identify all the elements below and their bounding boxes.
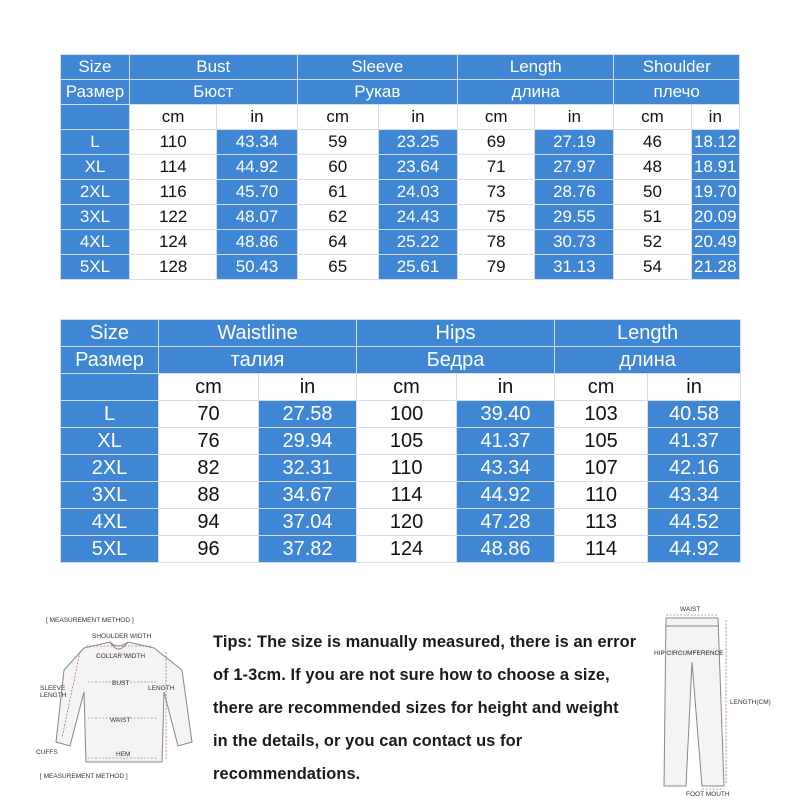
value-cell: 25.22 — [378, 230, 457, 255]
value-cell: 41.37 — [457, 428, 555, 455]
value-cell: 34.67 — [259, 482, 357, 509]
label-sleeve: SLEEVE — [40, 685, 66, 692]
value-cell: 44.92 — [648, 536, 741, 563]
unit-header: cm — [129, 105, 216, 130]
group-header: Length — [555, 320, 741, 347]
table-row — [61, 455, 741, 482]
value-cell: 124 — [129, 230, 216, 255]
value-cell: 79 — [458, 255, 535, 280]
table-row — [61, 230, 740, 255]
size-cell: L — [61, 130, 130, 155]
shirt-measurement-diagram — [26, 612, 202, 784]
value-cell: 48 — [614, 155, 691, 180]
value-cell: 69 — [458, 130, 535, 155]
group-header: Sleeve — [297, 55, 457, 80]
unit-header: cm — [357, 374, 457, 401]
size-cell: 3XL — [61, 205, 130, 230]
value-cell: 128 — [129, 255, 216, 280]
value-cell: 47.28 — [457, 509, 555, 536]
group-header-ru: Рукав — [297, 80, 457, 105]
value-cell: 20.49 — [691, 230, 739, 255]
value-cell: 23.64 — [378, 155, 457, 180]
size-cell: XL — [61, 428, 159, 455]
value-cell: 41.37 — [648, 428, 741, 455]
label-length: LENGTH — [148, 685, 175, 692]
size-header: Size — [61, 55, 130, 80]
value-cell: 27.97 — [535, 155, 614, 180]
value-cell: 18.12 — [691, 130, 739, 155]
table-row — [61, 180, 740, 205]
group-header: Length — [458, 55, 614, 80]
group-header-ru: Бедра — [357, 347, 555, 374]
pants-outline-icon — [664, 618, 724, 786]
value-cell: 113 — [555, 509, 648, 536]
value-cell: 70 — [159, 401, 259, 428]
value-cell: 39.40 — [457, 401, 555, 428]
label-pants-waist: WAIST — [680, 606, 701, 613]
value-cell: 64 — [297, 230, 378, 255]
group-header-ru: длина — [555, 347, 741, 374]
unit-header: cm — [555, 374, 648, 401]
header-row — [61, 55, 740, 80]
value-cell: 120 — [357, 509, 457, 536]
size-cell: XL — [61, 155, 130, 180]
value-cell: 46 — [614, 130, 691, 155]
value-cell: 105 — [555, 428, 648, 455]
label-hip-circumference: HIP CIRCUMFERENCE — [654, 650, 724, 657]
label-foot-mouth: FOOT MOUTH — [686, 791, 730, 796]
label-collar-width: COLLAR WIDTH — [96, 653, 146, 660]
table-row — [61, 509, 741, 536]
shirt-diagram-title-top: [ MEASUREMENT METHOD ] — [46, 617, 134, 624]
value-cell: 43.34 — [648, 482, 741, 509]
units-row — [61, 105, 740, 130]
value-cell: 107 — [555, 455, 648, 482]
size-table-tops — [60, 54, 740, 280]
table-row — [61, 482, 741, 509]
value-cell: 103 — [555, 401, 648, 428]
value-cell: 62 — [297, 205, 378, 230]
value-cell: 37.82 — [259, 536, 357, 563]
unit-header: in — [217, 105, 297, 130]
units-blank — [61, 105, 130, 130]
value-cell: 28.76 — [535, 180, 614, 205]
label-waist: WAIST — [110, 717, 131, 724]
units-row — [61, 374, 741, 401]
value-cell: 23.25 — [378, 130, 457, 155]
shirt-diagram-title-bottom: [ MEASUREMENT METHOD ] — [40, 773, 128, 780]
size-header: Size — [61, 320, 159, 347]
unit-header: in — [535, 105, 614, 130]
size-header-ru: Размер — [61, 347, 159, 374]
group-header-ru: Бюст — [129, 80, 297, 105]
value-cell: 20.09 — [691, 205, 739, 230]
value-cell: 110 — [129, 130, 216, 155]
value-cell: 27.58 — [259, 401, 357, 428]
value-cell: 37.04 — [259, 509, 357, 536]
value-cell: 124 — [357, 536, 457, 563]
size-cell: 4XL — [61, 230, 130, 255]
group-header: Hips — [357, 320, 555, 347]
value-cell: 100 — [357, 401, 457, 428]
value-cell: 48.86 — [457, 536, 555, 563]
value-cell: 19.70 — [691, 180, 739, 205]
unit-header: in — [259, 374, 357, 401]
value-cell: 75 — [458, 205, 535, 230]
value-cell: 24.03 — [378, 180, 457, 205]
header-row — [61, 320, 741, 347]
value-cell: 96 — [159, 536, 259, 563]
value-cell: 32.31 — [259, 455, 357, 482]
value-cell: 116 — [129, 180, 216, 205]
value-cell: 65 — [297, 255, 378, 280]
size-cell: 4XL — [61, 509, 159, 536]
value-cell: 82 — [159, 455, 259, 482]
value-cell: 29.55 — [535, 205, 614, 230]
value-cell: 50 — [614, 180, 691, 205]
value-cell: 27.19 — [535, 130, 614, 155]
table-row — [61, 428, 741, 455]
value-cell: 31.13 — [535, 255, 614, 280]
unit-header: in — [378, 105, 457, 130]
group-header-ru: плечо — [614, 80, 740, 105]
size-header-ru: Размер — [61, 80, 130, 105]
value-cell: 73 — [458, 180, 535, 205]
unit-header: in — [648, 374, 741, 401]
value-cell: 25.61 — [378, 255, 457, 280]
table-row — [61, 155, 740, 180]
value-cell: 45.70 — [217, 180, 297, 205]
value-cell: 52 — [614, 230, 691, 255]
value-cell: 71 — [458, 155, 535, 180]
value-cell: 76 — [159, 428, 259, 455]
label-cuffs: CUFFS — [36, 749, 58, 756]
value-cell: 59 — [297, 130, 378, 155]
size-cell: 2XL — [61, 455, 159, 482]
value-cell: 44.92 — [457, 482, 555, 509]
tips-text: Tips: The size is manually measured, there is an error of 1-3cm. If you are not sure how to choose a size, there are recommended sizes for height and weight in the details, or you can contact us for recommendations. — [213, 633, 637, 783]
shirt-outline-icon — [56, 642, 192, 762]
label-sleeve-length: LENGTH — [40, 692, 67, 699]
value-cell: 43.34 — [457, 455, 555, 482]
size-table-bottoms — [60, 319, 741, 563]
value-cell: 18.91 — [691, 155, 739, 180]
pants-measurement-diagram — [644, 600, 786, 796]
value-cell: 51 — [614, 205, 691, 230]
label-bust: BUST — [112, 680, 130, 687]
value-cell: 105 — [357, 428, 457, 455]
size-cell: 5XL — [61, 536, 159, 563]
value-cell: 24.43 — [378, 205, 457, 230]
value-cell: 110 — [555, 482, 648, 509]
value-cell: 50.43 — [217, 255, 297, 280]
units-blank — [61, 374, 159, 401]
table-row — [61, 255, 740, 280]
size-cell: 5XL — [61, 255, 130, 280]
value-cell: 29.94 — [259, 428, 357, 455]
size-cell: 3XL — [61, 482, 159, 509]
unit-header: in — [457, 374, 555, 401]
value-cell: 94 — [159, 509, 259, 536]
value-cell: 110 — [357, 455, 457, 482]
label-shoulder-width: SHOULDER WIDTH — [92, 633, 152, 640]
size-cell: L — [61, 401, 159, 428]
table-row — [61, 130, 740, 155]
value-cell: 88 — [159, 482, 259, 509]
value-cell: 78 — [458, 230, 535, 255]
group-header: Waistline — [159, 320, 357, 347]
header-row-ru — [61, 80, 740, 105]
value-cell: 114 — [129, 155, 216, 180]
group-header: Shoulder — [614, 55, 740, 80]
unit-header: cm — [458, 105, 535, 130]
value-cell: 43.34 — [217, 130, 297, 155]
group-header: Bust — [129, 55, 297, 80]
group-header-ru: талия — [159, 347, 357, 374]
size-cell: 2XL — [61, 180, 130, 205]
value-cell: 44.92 — [217, 155, 297, 180]
value-cell: 60 — [297, 155, 378, 180]
table-row — [61, 536, 741, 563]
value-cell: 40.58 — [648, 401, 741, 428]
value-cell: 48.07 — [217, 205, 297, 230]
table-row — [61, 205, 740, 230]
value-cell: 48.86 — [217, 230, 297, 255]
unit-header: cm — [159, 374, 259, 401]
value-cell: 122 — [129, 205, 216, 230]
table-row — [61, 401, 741, 428]
value-cell: 30.73 — [535, 230, 614, 255]
value-cell: 114 — [555, 536, 648, 563]
value-cell: 21.28 — [691, 255, 739, 280]
value-cell: 61 — [297, 180, 378, 205]
value-cell: 42.16 — [648, 455, 741, 482]
value-cell: 44.52 — [648, 509, 741, 536]
label-pants-length: LENGTH(CM) — [730, 699, 771, 706]
unit-header: cm — [614, 105, 691, 130]
header-row-ru — [61, 347, 741, 374]
group-header-ru: длина — [458, 80, 614, 105]
value-cell: 54 — [614, 255, 691, 280]
value-cell: 114 — [357, 482, 457, 509]
unit-header: cm — [297, 105, 378, 130]
unit-header: in — [691, 105, 739, 130]
label-hem: HEM — [116, 751, 131, 758]
